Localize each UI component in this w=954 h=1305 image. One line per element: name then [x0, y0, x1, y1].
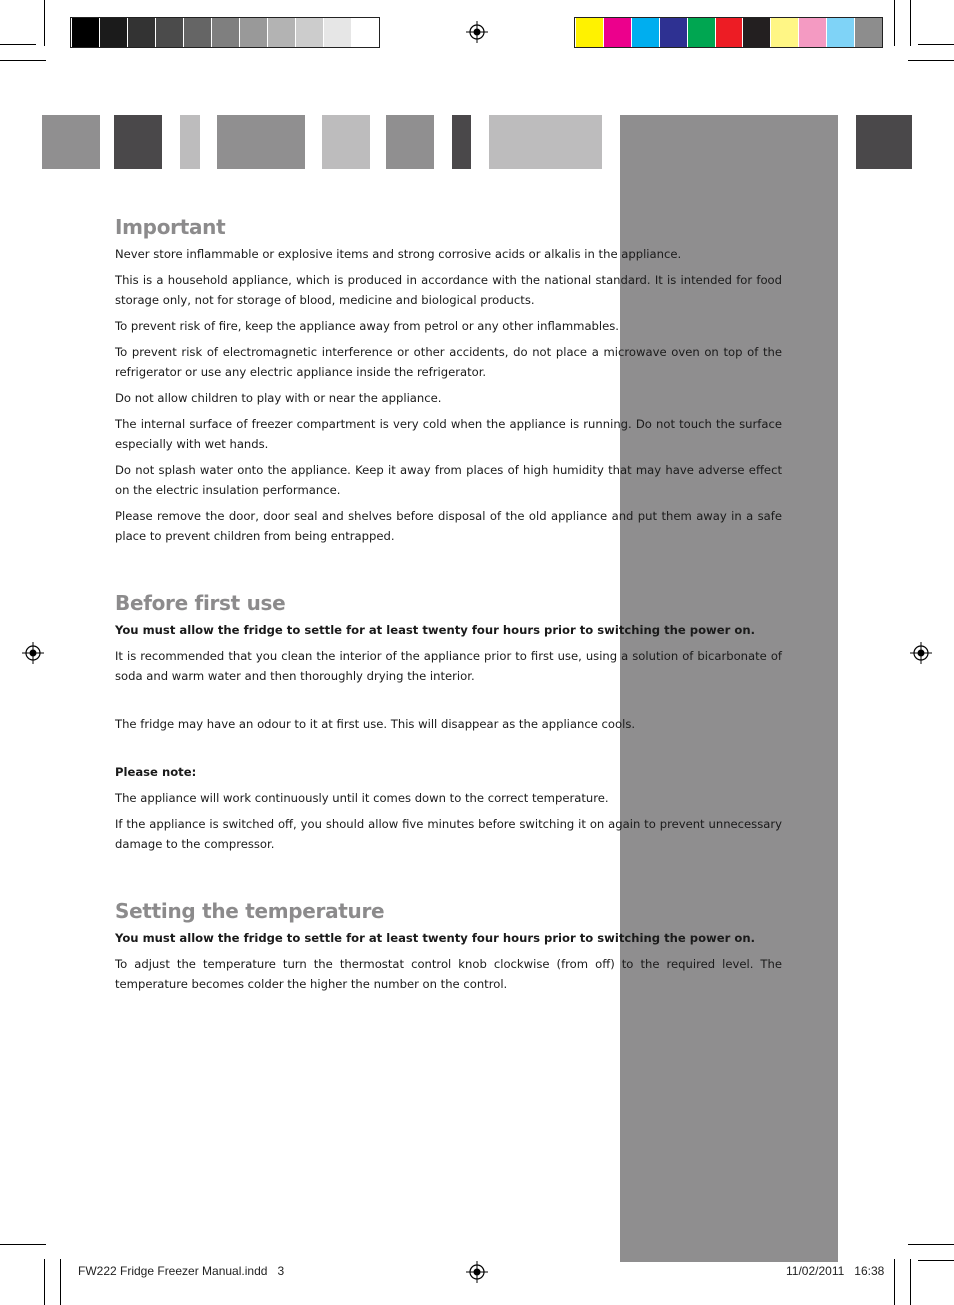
footer-date: 11/02/2011	[786, 1264, 845, 1278]
registration-mark-left-icon	[22, 642, 44, 664]
paragraph: Please remove the door, door seal and shelves before disposal of the old appliance and put them away in a safe place to prevent children from being entrapped.	[115, 509, 782, 543]
color-swatch	[72, 18, 99, 47]
crop-mark-bl-v2	[60, 1259, 61, 1305]
color-swatch	[212, 18, 239, 47]
paragraph: Never store inflammable or explosive items and strong corrosive acids or alkalis in the appliance.	[115, 247, 682, 261]
section-setting-temperature	[115, 898, 782, 994]
tab-block-6	[386, 115, 434, 169]
paragraph: It is recommended that you clean the interior of the appliance prior to first use, using a solution of bicarbonate of soda and warm water and then thoroughly drying the interior.	[115, 649, 782, 683]
registration-mark-top-icon	[466, 21, 488, 43]
paragraph: Do not allow children to play with or near the appliance.	[115, 391, 442, 405]
color-swatch	[156, 18, 183, 47]
color-swatch	[576, 18, 603, 47]
paragraph: This is a household appliance, which is produced in accordance with the national standard. It is intended for food storage only, not for storage of blood, medicine and biological products.	[115, 273, 782, 307]
crop-mark-br-h2	[918, 1260, 954, 1261]
footer-timestamp	[786, 1264, 884, 1278]
crop-mark-tr-h	[918, 44, 954, 45]
paragraph: The fridge may have an odour to it at first use. This will disappear as the appliance cools.	[115, 717, 636, 731]
paragraph: To prevent risk of fire, keep the appliance away from petrol or any other inflammables.	[115, 319, 619, 333]
color-swatch	[324, 18, 351, 47]
crop-mark-tl-h2	[0, 60, 46, 61]
crop-mark-tr-h2	[908, 60, 954, 61]
color-swatch	[799, 18, 826, 47]
crop-mark-br-v	[910, 1259, 911, 1305]
color-swatch	[184, 18, 211, 47]
section-heading: Setting the temperature	[115, 899, 385, 923]
color-swatch	[827, 18, 854, 47]
bold-notice: You must allow the fridge to settle for at least twenty four hours prior to switching the power on.	[115, 931, 756, 945]
crop-mark-bl-h	[0, 1244, 46, 1245]
color-swatch	[604, 18, 631, 47]
tab-block-3	[180, 115, 200, 169]
section-heading: Before first use	[115, 591, 286, 615]
tab-block-1	[42, 115, 100, 169]
crop-mark-tl-h	[0, 44, 36, 45]
color-swatch	[352, 18, 379, 47]
crop-mark-tr-v2	[894, 0, 895, 46]
please-note-label: Please note:	[115, 765, 197, 779]
section-before-first-use	[115, 590, 782, 854]
footer-file-name: FW222 Fridge Freezer Manual.indd	[78, 1264, 268, 1278]
tab-block-8	[489, 115, 602, 169]
tab-block-5	[322, 115, 370, 169]
footer-time: 16:38	[854, 1264, 885, 1278]
tab-block-4	[217, 115, 305, 169]
paragraph: Do not splash water onto the appliance. Keep it away from places of high humidity that may have adverse effect on the electric insulation performance.	[115, 463, 782, 497]
crop-mark-tl-v	[44, 0, 45, 46]
color-swatch	[100, 18, 127, 47]
color-swatch	[296, 18, 323, 47]
tab-block-7	[452, 115, 471, 169]
crop-mark-br-v2	[894, 1259, 895, 1305]
paragraph: To prevent risk of electromagnetic interference or other accidents, do not place a microwave oven on top of the refrigerator or use any electric appliance inside the refrigerator.	[115, 345, 782, 379]
paragraph: To adjust the temperature turn the thermostat control knob clockwise (from off) to the required level. The temperature becomes colder the higher the number on the control.	[115, 957, 782, 991]
crop-mark-br-h	[908, 1244, 954, 1245]
color-swatch	[771, 18, 798, 47]
footer-file-info	[78, 1264, 284, 1278]
crop-mark-bl-v	[44, 1259, 45, 1305]
color-swatch	[128, 18, 155, 47]
paragraph: If the appliance is switched off, you should allow five minutes before switching it on again to prevent unnecessary damage to the compressor.	[115, 817, 782, 851]
section-important	[115, 214, 782, 546]
bold-notice: You must allow the fridge to settle for at least twenty four hours prior to switching the power on.	[115, 623, 756, 637]
color-swatch	[632, 18, 659, 47]
registration-mark-bottom-icon	[466, 1261, 488, 1283]
registration-mark-right-icon	[910, 642, 932, 664]
color-swatch	[688, 18, 715, 47]
paragraph: The appliance will work continuously until it comes down to the correct temperature.	[115, 791, 609, 805]
color-swatch	[855, 18, 882, 47]
tab-block-2	[114, 115, 162, 169]
section-heading: Important	[115, 215, 226, 239]
color-swatch	[743, 18, 770, 47]
footer-page-number: 3	[277, 1264, 285, 1278]
color-swatch	[716, 18, 743, 47]
color-swatch	[268, 18, 295, 47]
crop-mark-tr-v	[910, 0, 911, 46]
manual-content	[115, 214, 782, 1000]
paragraph: The internal surface of freezer compartment is very cold when the appliance is running. Do not touch the surface especially with wet hands.	[115, 417, 782, 451]
color-swatch	[660, 18, 687, 47]
tab-block-9	[856, 115, 912, 169]
color-swatch	[240, 18, 267, 47]
